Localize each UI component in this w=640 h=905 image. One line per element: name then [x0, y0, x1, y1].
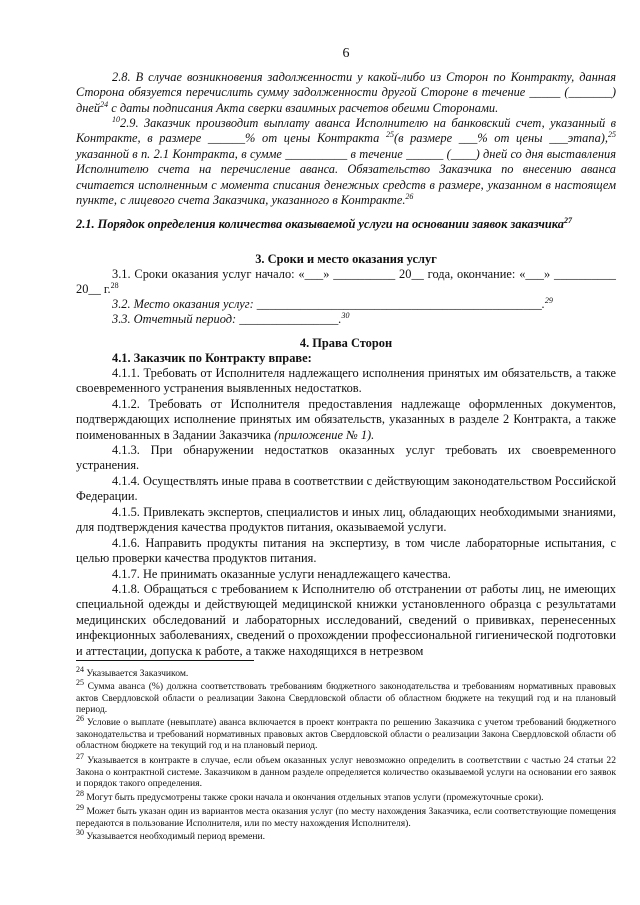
footnote-text: Условие о выплате (невыплате) аванса включается в проект контракта по решению Заказчика с учетом требований бюджетного законодательства и требований нормативных правовых актов Свердловской области о реализации Закона Свердловской области об областном бюджете на текущий год и на плановый период.	[76, 717, 616, 752]
footnote-ref[interactable]: 10	[112, 114, 120, 124]
clause-4-1-1: 4.1.1. Требовать от Исполнителя надлежащего исполнения принятых им обязательств, а также своевременного устранения выявленных недостатков.	[76, 366, 616, 396]
clause-3-1-text: 3.1. Сроки оказания услуг начало: «___» __________ 20__ года, окончание: «___» __________ 20__ г.	[76, 267, 616, 297]
footnote-30	[76, 827, 616, 843]
footnote-number: 25	[76, 677, 84, 687]
clause-2-9-text: 2.9. Заказчик производит выплату аванса Исполнителю на банковский счет, указанный в Контракте, в размере ______% от цены Контракта	[76, 116, 616, 146]
section-3-title: 3. Сроки и место оказания услуг	[255, 252, 437, 266]
footnote-text: Указывается необходимый период времени.	[84, 831, 266, 842]
footnote-number: 24	[76, 664, 84, 674]
footnote-ref[interactable]: 24	[100, 99, 109, 109]
clause-4-1-4: 4.1.4. Осуществлять иные права в соответствии с действующим законодательством Российской Федерации.	[76, 474, 616, 504]
footnote-number: 26	[76, 713, 84, 723]
footnote-ref[interactable]: 25	[385, 130, 394, 140]
footnote-ref[interactable]: 26	[405, 191, 414, 201]
clause-2-8-tail: с даты подписания Акта сверки взаимных расчетов обеими Сторонами.	[108, 100, 499, 115]
clause-4-1-8: 4.1.8. Обращаться с требованием к Исполнителю об отстранении от работы лиц, не имеющих специальной одежды и действующей медицинской книжки установленного образца с результатами медицинских обследований и лабораторных исследований, сведений о прививках, перенесенных инфекционных заболеваниях, сведений о прохождении профессиональной гигиенической подготовки и аттестации, допуска к работе, а также находящихся в нетрезвом	[76, 582, 616, 658]
footnote-26	[76, 713, 616, 752]
clause-2-8-text: 2.8. В случае возникновения задолженности у какой-либо из Сторон по Контракту, данная Сторона обязуется перечислить сумму задолженности другой Стороне в течение _____ (_______) дней	[76, 70, 616, 115]
footnote-divider	[76, 660, 254, 661]
section-4-title: 4. Права Сторон	[299, 336, 393, 350]
clause-3-3	[76, 312, 616, 327]
footnote-number: 30	[76, 827, 84, 837]
footnote-text: Указывается Заказчиком.	[84, 668, 189, 679]
footnote-ref[interactable]: 29	[544, 295, 553, 305]
footnote-ref[interactable]: 30	[341, 310, 350, 320]
footnote-number: 29	[76, 802, 84, 812]
clause-3-3-text: 3.3. Отчетный период: ________________.	[112, 312, 342, 326]
clause-3-2-text: 3.2. Место оказания услуг: ______________________________________________.	[112, 297, 545, 311]
clause-4-1-2	[76, 397, 616, 443]
footnote-number: 28	[76, 788, 84, 798]
clause-2-9	[76, 116, 616, 208]
footnote-ref[interactable]: 28	[110, 281, 119, 291]
footnote-ref[interactable]: 25	[608, 130, 616, 140]
clause-2-9-text-b: (в размере ___% от цены ___этапа),	[393, 131, 608, 146]
subsection-4-1-title: 4.1. Заказчик по Контракту вправе:	[112, 351, 312, 365]
footnote-text: Могут быть предусмотрены также сроки начала и окончания отдельных этапов услуги (промежуточные сроки).	[84, 792, 544, 803]
footnote-text: Может быть указан один из вариантов места оказания услуг (по месту нахождения Заказчика, если соответствующие помещения передаются в пользование Исполнителя, или по месту нахождения Исполнителя).	[76, 806, 616, 829]
footnote-text: Сумма аванса (%) должна соответствовать требованиям бюджетного законодательства и требованиям нормативных правовых актов Свердловской области о реализации Закона Свердловской области об областном бюджете на текущий год и на плановый период.	[76, 681, 616, 716]
clause-4-1-2-text: 4.1.2. Требовать от Исполнителя предоставления надлежаще оформленных документов, подтверждающих исполнение принятых им обязательств, указанных в разделе 2 Контракта, а также поименованных в Задании Заказчика	[76, 397, 616, 442]
footnote-25	[76, 677, 616, 716]
clause-3-1	[76, 267, 616, 298]
footnote-29	[76, 802, 616, 829]
heading-2-1	[76, 217, 616, 232]
clause-2-8	[76, 70, 616, 116]
clause-4-1-5: 4.1.5. Привлекать экспертов, специалистов и иных лиц, обладающих необходимыми знаниями, для подтверждения качества продуктов питания, оказываемой услуги.	[76, 505, 616, 535]
footnote-28	[76, 788, 616, 804]
footnote-27	[76, 751, 616, 790]
clause-4-1-6: 4.1.6. Направить продукты питания на экспертизу, в том числе лабораторные испытания, с целью проверки качества продуктов питания.	[76, 536, 616, 566]
heading-2-1-text: 2.1. Порядок определения количества оказываемой услуги на основании заявок заказчика	[76, 217, 564, 231]
clause-4-1-7: 4.1.7. Не принимать оказанные услуги ненадлежащего качества.	[112, 567, 451, 581]
footnote-ref[interactable]: 27	[563, 215, 572, 225]
page-number: 6	[342, 46, 350, 61]
footnote-number: 27	[76, 751, 84, 761]
footnote-24	[76, 664, 616, 680]
appendix-ref: (приложение № 1).	[274, 427, 375, 442]
footnote-text: Указывается в контракте в случае, если объем оказанных услуг невозможно определить в соответствии с частью 24 статьи 22 Закона о контрактной системе. Заказчиком в данном разделе определяется количество оказываемой услуги на основании его заявок и порядок такого определения.	[76, 755, 616, 790]
clause-2-9-text-c: указанной в п. 2.1 Контракта, в сумме __________ в течение ______ (____) дней со дня выставления Исполнителю счета на перечисление аванса. Обязательство Заказчика по внесению аванса считается исполненным с момента списания денежных средств в размере, указанном в настоящем пункте, с лицевого счета Заказчика, указанного в Контракте.	[76, 146, 616, 208]
clause-4-1-3: 4.1.3. При обнаружении недостатков оказанных услуг требовать их своевременного устранения.	[76, 443, 616, 473]
